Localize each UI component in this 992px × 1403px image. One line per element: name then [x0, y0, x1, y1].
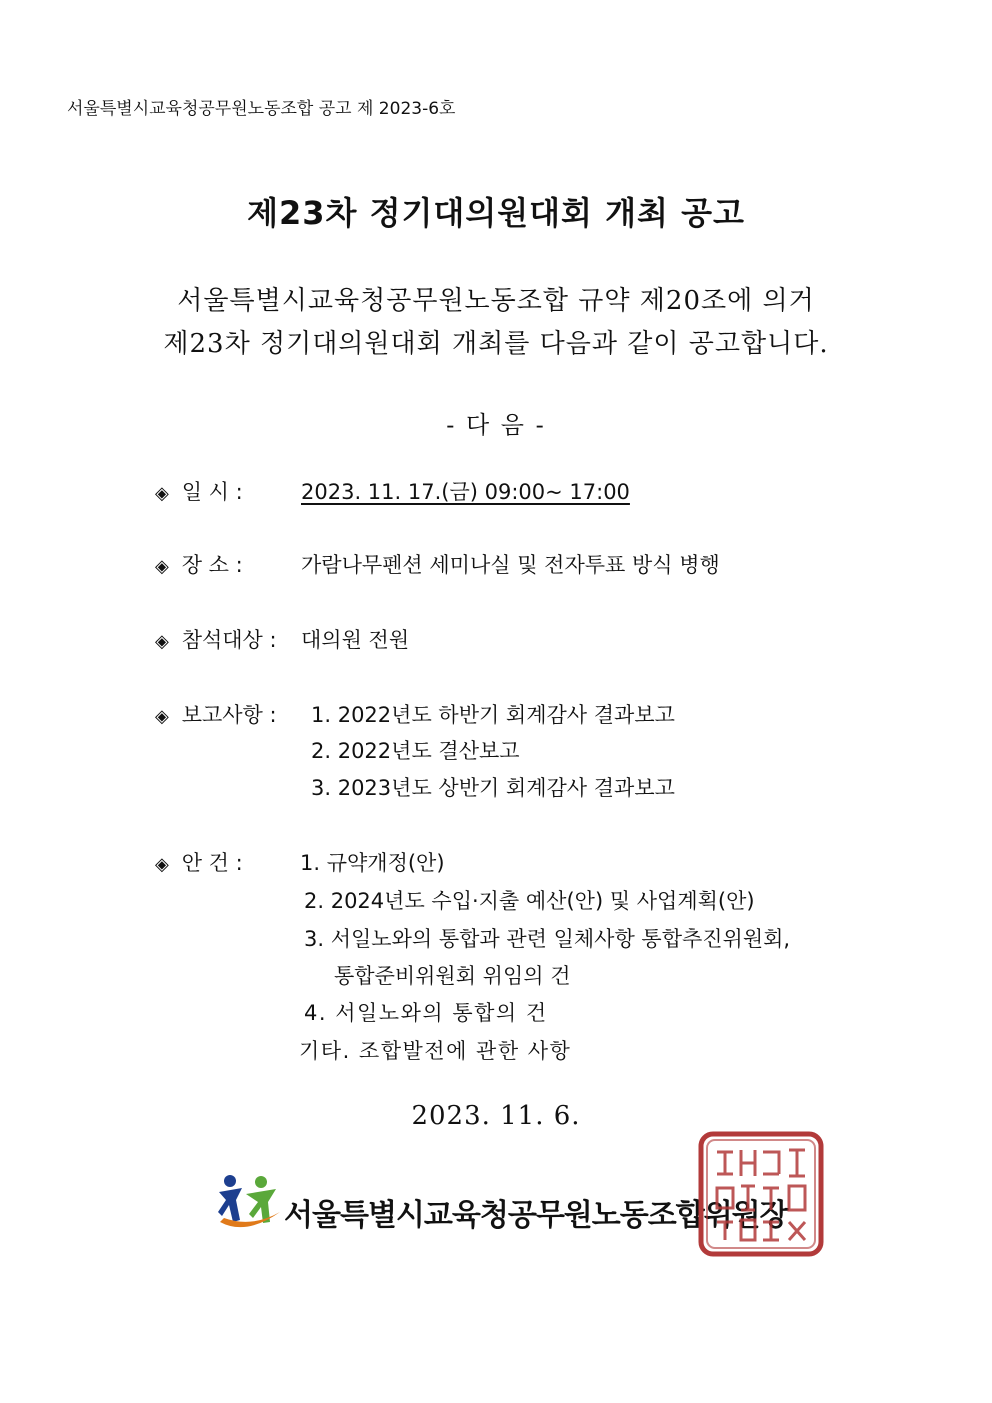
reports-row [155, 699, 277, 729]
report-item: 3. 2023년도 상반기 회계감사 결과보고 [311, 776, 675, 800]
agenda-item: 4. 서일노와의 통합의 건 [304, 1001, 548, 1025]
diamond-bullet-icon: ◈ [155, 631, 169, 652]
official-seal-stamp [697, 1130, 825, 1258]
document-number: 서울특별시교육청공무원노동조합 공고 제 2023-6호 [67, 99, 456, 119]
union-logo-icon [216, 1172, 282, 1234]
agenda-item: 1. 규약개정(안) [300, 851, 445, 875]
report-item: 1. 2022년도 하반기 회계감사 결과보고 [311, 703, 675, 727]
separator-heading: - 다 음 - [446, 411, 546, 439]
agenda-item-other: 기타. 조합발전에 관한 사항 [299, 1039, 572, 1063]
place-row [155, 549, 243, 579]
diamond-bullet-icon: ◈ [155, 483, 169, 504]
report-item: 2. 2022년도 결산보고 [311, 739, 520, 763]
datetime-label: 일 시 : [181, 480, 243, 504]
attendees-label: 참석대상 : [181, 628, 277, 652]
diamond-bullet-icon: ◈ [155, 556, 169, 577]
agenda-row [155, 847, 243, 877]
agenda-item: 3. 서일노와의 통합과 관련 일체사항 통합추진위원회, [304, 927, 791, 951]
diamond-bullet-icon: ◈ [155, 854, 169, 875]
attendees-row [155, 624, 277, 654]
place-label: 장 소 : [181, 553, 243, 577]
datetime-value: 2023. 11. 17.(금) 09:00~ 17:00 [301, 480, 630, 504]
reports-label: 보고사항 : [181, 703, 277, 727]
agenda-item: 2. 2024년도 수입·지출 예산(안) 및 사업계획(안) [304, 889, 755, 913]
agenda-label: 안 건 : [181, 851, 243, 875]
intro-line-1: 서울특별시교육청공무원노동조합 규약 제20조에 의거 [177, 286, 815, 316]
page-title: 제23차 정기대의원대회 개최 공고 [247, 194, 745, 232]
place-value: 가람나무펜션 세미나실 및 전자투표 방식 병행 [301, 553, 720, 577]
announcement-date: 2023. 11. 6. [411, 1101, 581, 1131]
attendees-value: 대의원 전원 [301, 628, 410, 652]
diamond-bullet-icon: ◈ [155, 706, 169, 727]
agenda-item-continuation: 통합준비위원회 위임의 건 [334, 964, 571, 988]
datetime-row [155, 476, 307, 506]
signer-name: 서울특별시교육청공무원노동조합위원장 [284, 1198, 788, 1233]
intro-line-2: 제23차 정기대의원대회 개최를 다음과 같이 공고합니다. [163, 329, 829, 359]
